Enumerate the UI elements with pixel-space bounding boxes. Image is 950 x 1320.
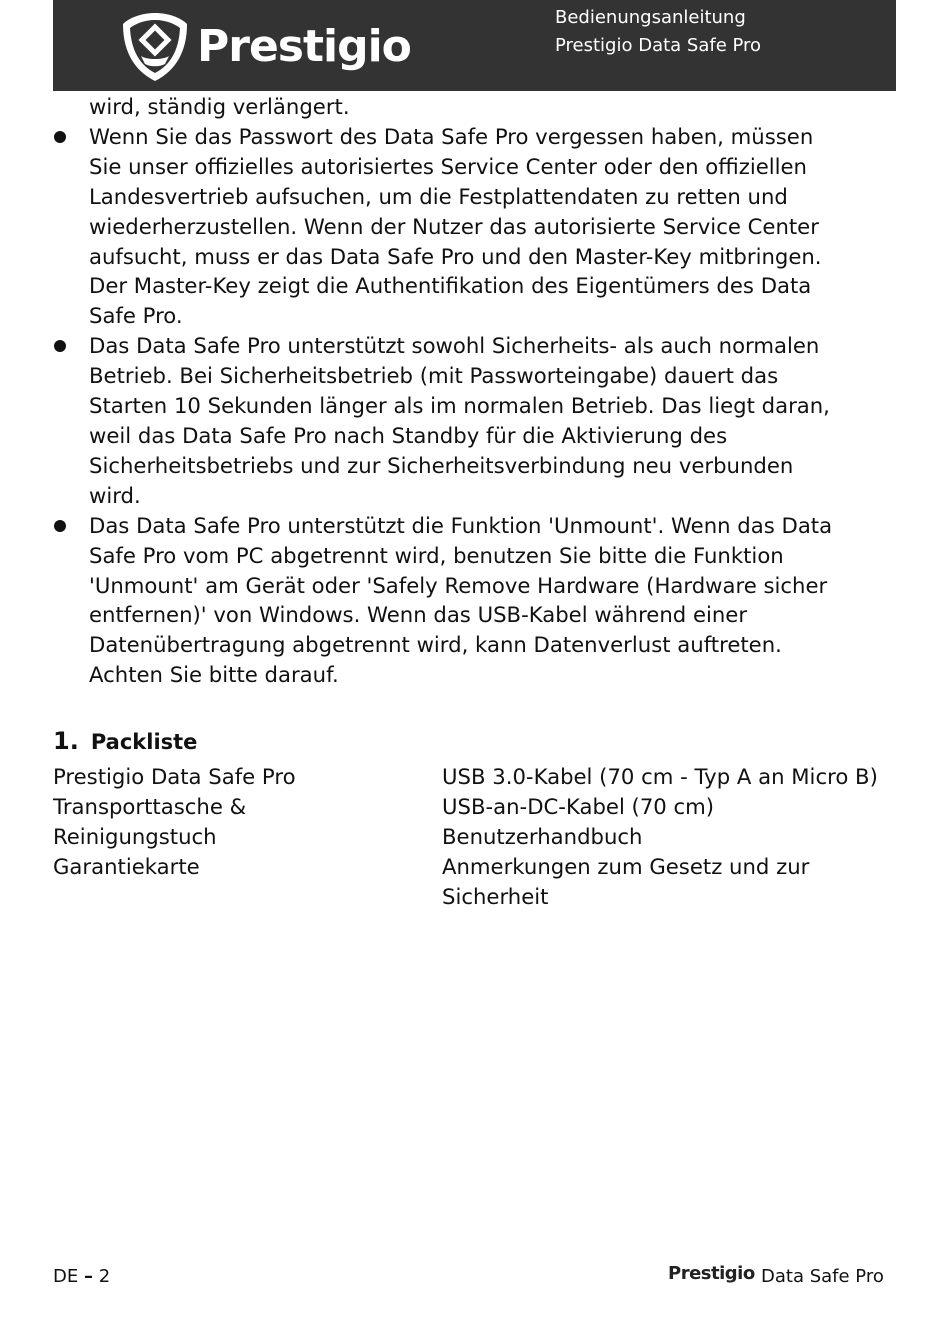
bullet-line: Sie unser offizielles autorisiertes Service Center oder den offiziellen — [89, 153, 807, 179]
brand-logo — [119, 10, 429, 84]
footer-dash: – — [83, 1266, 93, 1287]
bullet-line: Das Data Safe Pro unterstützt die Funktion 'Unmount'. Wenn das Data — [89, 512, 833, 538]
continuation-line: wird, ständig verlängert. — [89, 94, 350, 119]
product-label: Prestigio Data Safe Pro — [555, 35, 762, 56]
prestigio-shield-icon — [119, 10, 191, 84]
bullet-line: Starten 10 Sekunden länger als im normalen Betrieb. Das liegt daran, — [89, 393, 830, 419]
section-number: 1. — [53, 727, 79, 755]
bullet-item — [53, 331, 873, 510]
packlist-item: USB-an-DC-Kabel (70 cm) — [442, 793, 715, 819]
body-text — [53, 92, 873, 690]
footer-page: 2 — [98, 1266, 111, 1287]
section-heading — [53, 726, 197, 757]
bullet-line: wiederherzustellen. Wenn der Nutzer das autorisierte Service Center — [89, 213, 819, 239]
packlist-item: Sicherheit — [442, 883, 549, 909]
bullet-line: weil das Data Safe Pro nach Standby für die Aktivierung des — [89, 422, 728, 448]
bullet-item — [53, 511, 873, 690]
bullet-line: Das Data Safe Pro unterstützt sowohl Sicherheits- als auch normalen — [89, 333, 820, 359]
bullet-line: Landesvertrieb aufsuchen, um die Festplattendaten zu retten und — [89, 183, 788, 209]
header-info — [555, 4, 761, 60]
bullet-line: aufsucht, muss er das Data Safe Pro und den Master-Key mitbringen. — [89, 243, 822, 269]
bullet-dot-icon — [54, 131, 66, 143]
footer-language: DE — [53, 1266, 79, 1287]
footer-logo: Prestigio — [668, 1263, 755, 1284]
packlist-item: Benutzerhandbuch — [442, 823, 643, 849]
packlist-item: USB 3.0-Kabel (70 cm - Typ A an Micro B) — [442, 764, 878, 789]
packlist-item: Transporttasche & — [53, 793, 247, 819]
bullet-line: Safe Pro. — [89, 303, 183, 329]
section-title: Packliste — [90, 730, 198, 754]
doc-type-label: Bedienungsanleitung — [555, 7, 746, 28]
packlist-item: Prestigio Data Safe Pro — [53, 764, 296, 789]
bullet-line: wird. — [89, 482, 141, 508]
packlist-item: Anmerkungen zum Gesetz und zur — [442, 853, 810, 879]
brand-wordmark: Prestigio — [197, 21, 411, 72]
bullet-line: Wenn Sie das Passwort des Data Safe Pro vergessen haben, müssen — [89, 123, 814, 149]
page-header — [53, 0, 896, 91]
bullet-line: Der Master-Key zeigt die Authentifikation des Eigentümers des Data — [89, 273, 812, 299]
bullet-line: Safe Pro vom PC abgetrennt wird, benutzen Sie bitte die Funktion — [89, 542, 784, 568]
bullet-line: Betrieb. Bei Sicherheitsbetrieb (mit Passworteingabe) dauert das — [89, 363, 779, 389]
page-number — [53, 1266, 110, 1288]
packlist-item: Garantiekarte — [53, 853, 200, 879]
packlist-item: Reinigungstuch — [53, 823, 217, 849]
bullet-line: Datenübertragung abgetrennt wird, kann Datenverlust auftreten. — [89, 632, 782, 658]
bullet-dot-icon — [54, 340, 66, 352]
bullet-line: Sicherheitsbetriebs und zur Sicherheitsverbindung neu verbunden — [89, 452, 794, 478]
bullet-line: 'Unmount' am Gerät oder 'Safely Remove Hardware (Hardware sicher — [89, 572, 828, 598]
packlist-right-column — [442, 762, 912, 912]
bullet-item — [53, 122, 873, 331]
packlist-left-column — [53, 762, 423, 882]
bullet-dot-icon — [54, 520, 66, 532]
bullet-line: entfernen)' von Windows. Wenn das USB-Kabel während einer — [89, 602, 748, 628]
bullet-line: Achten Sie bitte darauf. — [89, 662, 339, 688]
footer-product: Data Safe Pro — [761, 1266, 884, 1287]
